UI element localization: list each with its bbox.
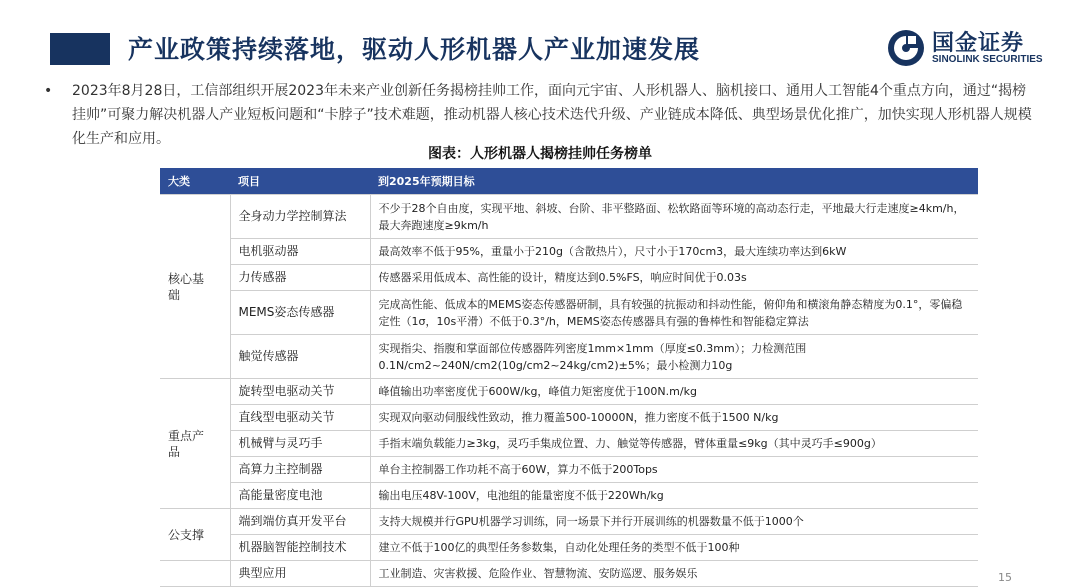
goal-cell: 实现双向驱动伺服线性致动，推力覆盖500-10000N，推力密度不低于1500 N/kg (370, 405, 978, 431)
goal-cell: 最高效率不低于95%，重量小于210g（含散热片），尺寸小于170cm3，最大连续功率达到6kW (370, 239, 978, 265)
logo-chinese-name: 国金证券 (932, 31, 1025, 56)
item-cell: 机械臂与灵巧手 (230, 431, 370, 457)
item-cell: 全身动力学控制算法 (230, 195, 370, 239)
goal-cell: 单台主控制器工作功耗不高于60W，算力不低于200Tops (370, 457, 978, 483)
category-cell (160, 561, 230, 587)
item-cell: 直线型电驱动关节 (230, 405, 370, 431)
category-cell (160, 379, 230, 509)
item-cell: 典型应用 (230, 561, 370, 587)
table-caption: 图表：人形机器人揭榜挂帅任务榜单 (428, 146, 652, 162)
item-cell: MEMS姿态传感器 (230, 291, 370, 335)
goal-cell: 建立不低于100亿的典型任务参数集，自动化处理任务的类型不低于100种 (370, 535, 978, 561)
intro-text: 2023年8月28日，工信部组织开展2023年未来产业创新任务揭榜挂帅工作，面向元宇宙、人形机器人、脑机接口、通用人工智能4个重点方向，通过“揭榜挂帅”可聚力解决机器人产业短板问题和“卡脖子”技术难题，推动机器人核心技术迭代升级、产业链成本降低、典型场景优化推广，加快实现人形机器人规模化生产和应用。 (72, 83, 1032, 147)
table-header-row (160, 168, 978, 195)
goal-cell: 传感器采用低成本、高性能的设计，精度达到0.5%FS，响应时间优于0.03s (370, 265, 978, 291)
page-title: 产业政策持续落地，驱动人形机器人产业加速发展 (128, 35, 701, 64)
page-number: 15 (998, 571, 1012, 584)
table-row (160, 239, 978, 265)
table-row (160, 291, 978, 335)
item-cell: 机器脑智能控制技术 (230, 535, 370, 561)
goal-cell: 手指末端负载能力≥3kg，灵巧手集成位置、力、触觉等传感器，臂体重量≤9kg（其中灵巧手≤900g） (370, 431, 978, 457)
category-label: 公支撑 (168, 527, 205, 542)
table-row (160, 265, 978, 291)
item-cell: 端到端仿真开发平台 (230, 509, 370, 535)
logo-mark-icon (886, 28, 926, 68)
table-row (160, 335, 978, 379)
goal-cell: 输出电压48V-100V，电池组的能量密度不低于220Wh/kg (370, 483, 978, 509)
table-row (160, 509, 978, 535)
bullet-icon: • (44, 83, 53, 99)
item-cell: 力传感器 (230, 265, 370, 291)
table-row (160, 431, 978, 457)
table-row (160, 379, 978, 405)
goal-cell: 支持大规模并行GPU机器学习训练，同一场景下并行开展训练的机器数量不低于1000个 (370, 509, 978, 535)
item-cell: 高算力主控制器 (230, 457, 370, 483)
company-logo (886, 28, 1066, 72)
category-cell (160, 509, 230, 561)
intro-paragraph (44, 79, 1038, 151)
table-row (160, 195, 978, 239)
item-cell: 旋转型电驱动关节 (230, 379, 370, 405)
header-item: 项目 (230, 168, 370, 195)
item-cell: 触觉传感器 (230, 335, 370, 379)
item-cell: 电机驱动器 (230, 239, 370, 265)
goal-cell: 实现指尖、指腹和掌面部位传感器阵列密度1mm×1mm（厚度≤0.3mm）；力检测范围0.1N/cm2~240N/cm2(10g/cm2~24kg/cm2)±5%；最小检测力10g (370, 335, 978, 379)
category-label: 重点产品 (168, 428, 205, 459)
logo-english-name: SINOLINK SECURITIES (932, 54, 1043, 65)
goal-cell: 完成高性能、低成本的MEMS姿态传感器研制，具有较强的抗振动和抖动性能，俯仰角和横滚角静态精度为0.1°，零偏稳定性（1σ，10s平滑）不低于0.3°/h，MEMS姿态传感器具有强的鲁棒性和智能稳定算法 (370, 291, 978, 335)
table-row (160, 535, 978, 561)
table-row (160, 457, 978, 483)
table-row (160, 483, 978, 509)
goal-cell: 不少于28个自由度，实现平地、斜坡、台阶、非平整路面、松软路面等环境的高动态行走，平地最大行走速度≥4km/h，最大奔跑速度≥9km/h (370, 195, 978, 239)
table-row (160, 405, 978, 431)
header-goal: 到2025年预期目标 (370, 168, 978, 195)
goal-cell: 工业制造、灾害救援、危险作业、智慧物流、安防巡逻、服务娱乐 (370, 561, 978, 587)
task-table (160, 168, 978, 587)
item-cell: 高能量密度电池 (230, 483, 370, 509)
goal-cell: 峰值输出功率密度优于600W/kg，峰值力矩密度优于100N.m/kg (370, 379, 978, 405)
header-category: 大类 (160, 168, 230, 195)
table-row (160, 561, 978, 587)
title-accent-bar (50, 33, 110, 65)
category-label: 核心基础 (168, 271, 205, 302)
category-cell (160, 195, 230, 379)
